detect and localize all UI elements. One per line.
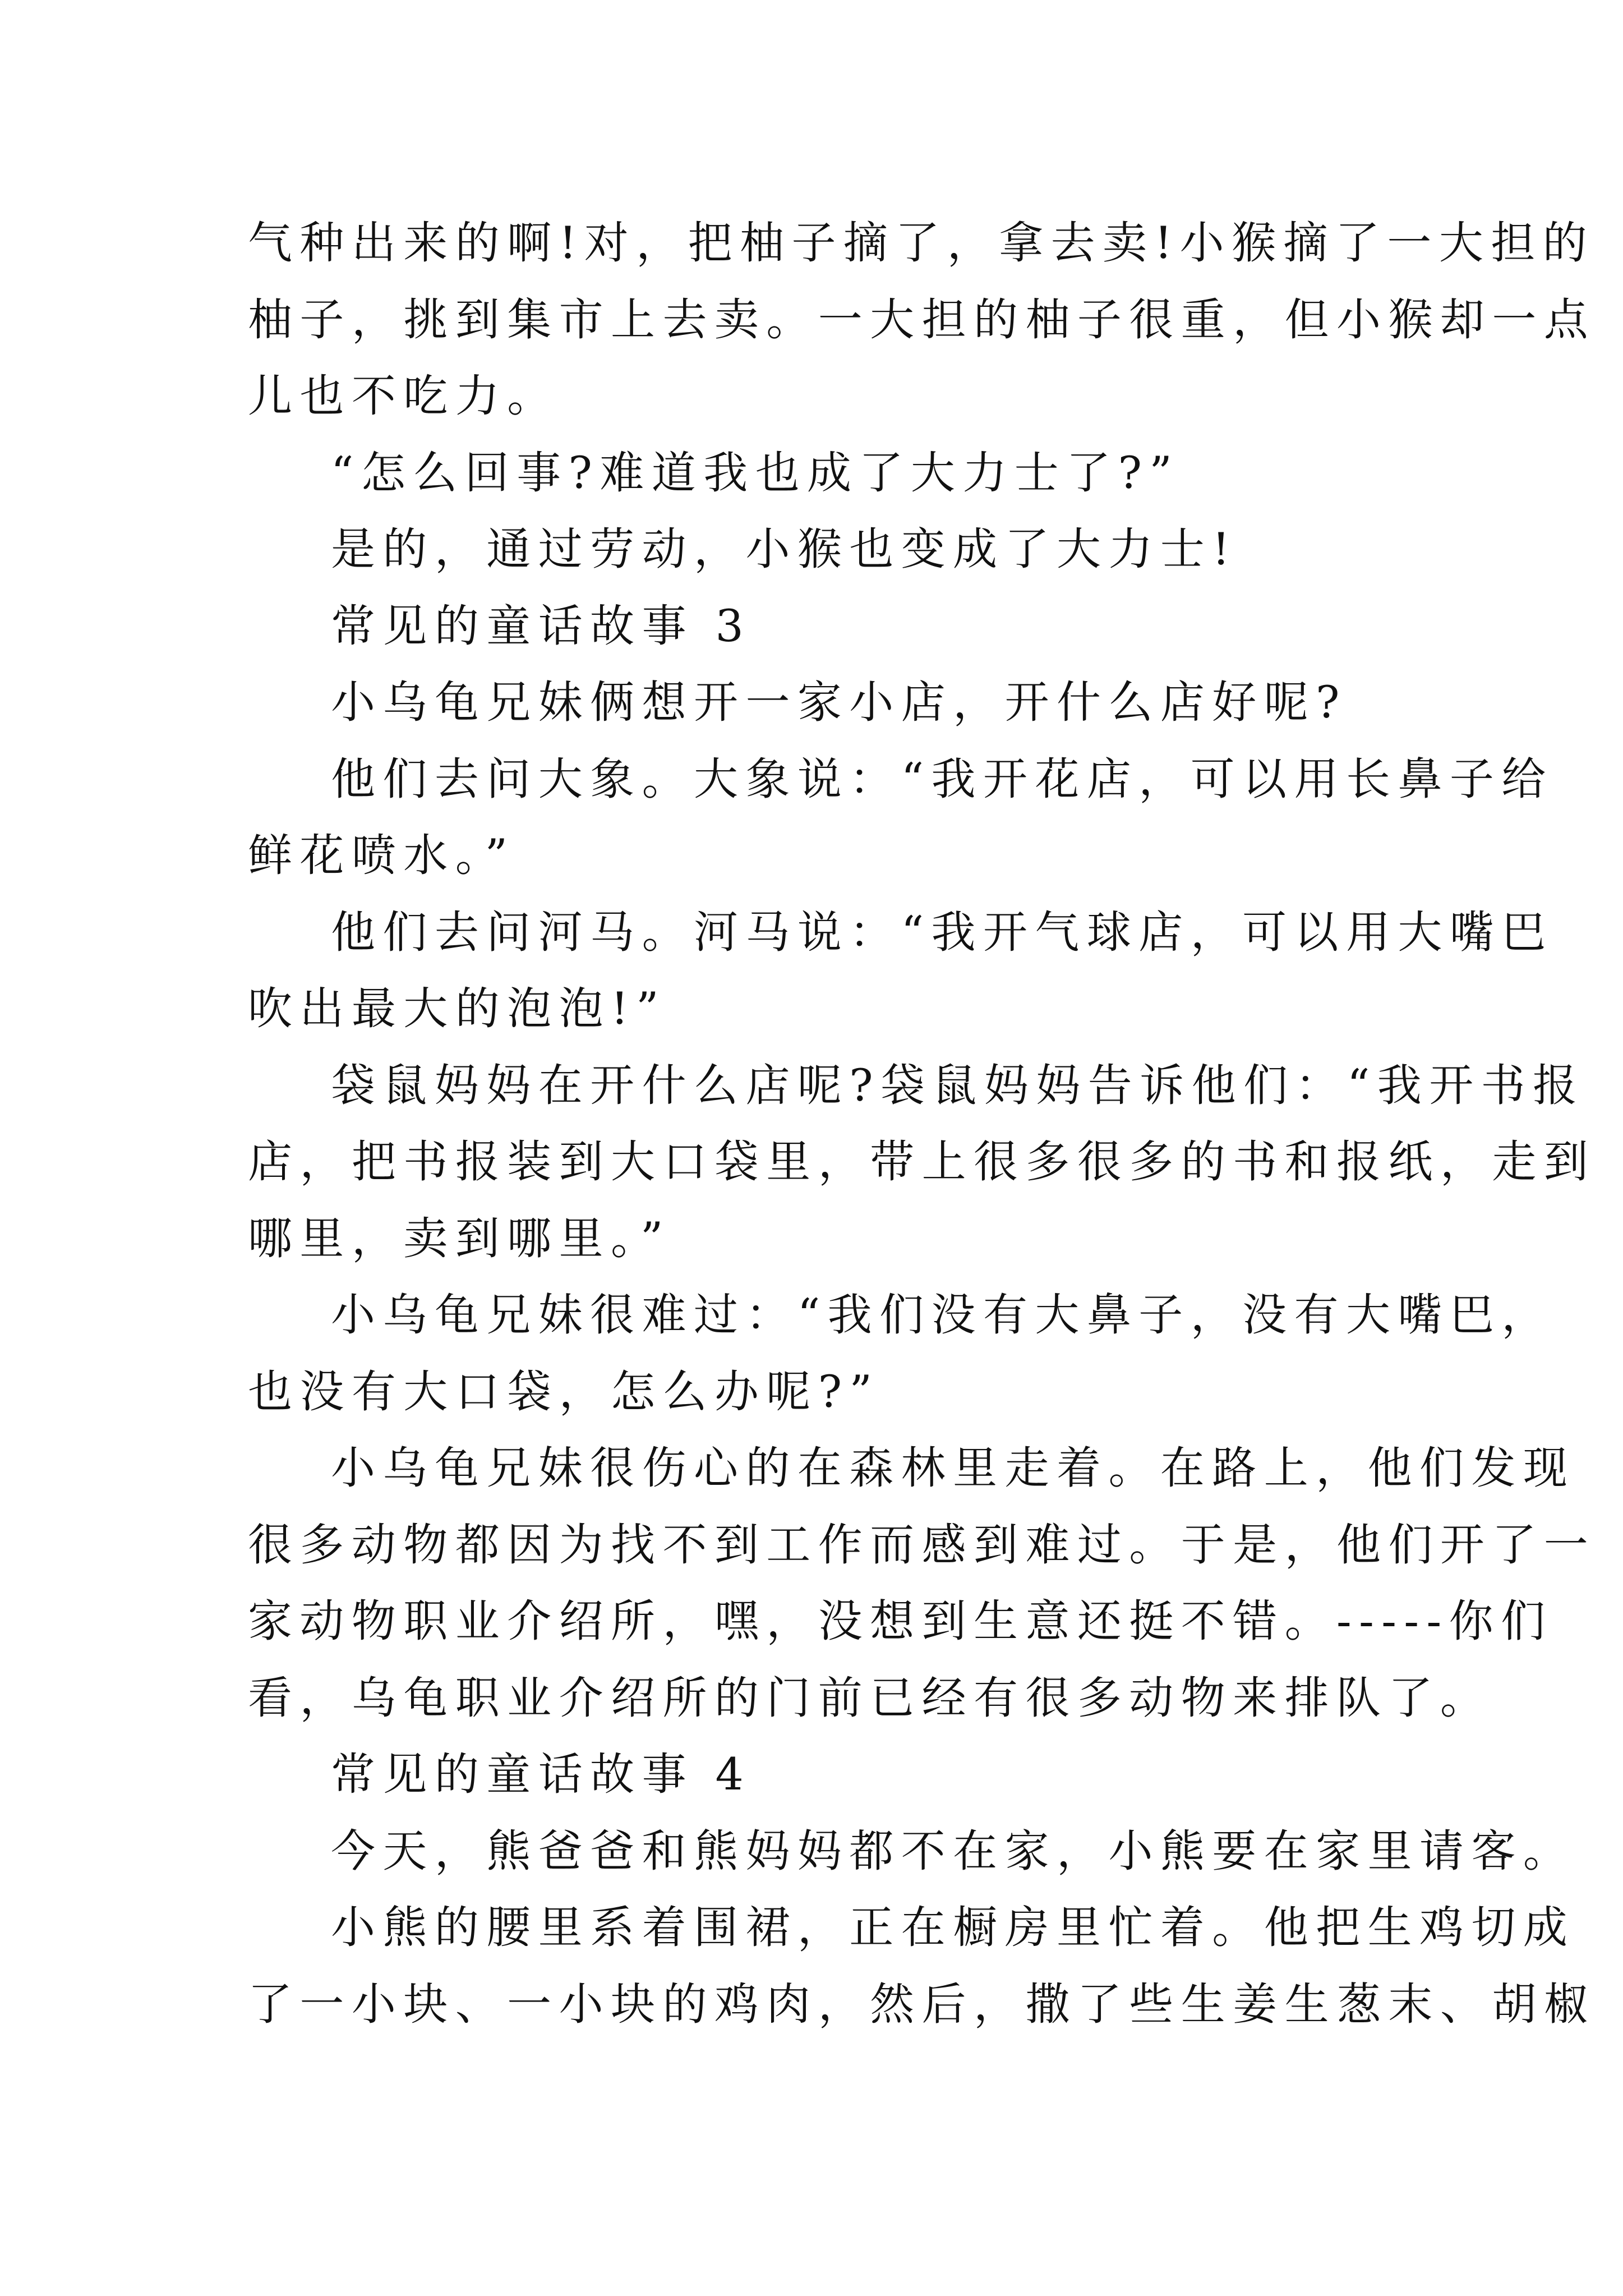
section-heading-story-4: 常见的童话故事 4	[331, 1749, 751, 1800]
text-line-19: 家动物职业介绍所，嘿，没想到生意还挺不错。-----你们	[248, 1595, 1553, 1647]
text-line-20: 看，乌龟职业介绍所的门前已经有很多动物来排队了。	[248, 1672, 1492, 1724]
text-line-2: 柚子，挑到集市上去卖。一大担的柚子很重，但小猴却一点	[248, 293, 1596, 346]
text-line-15: 小乌龟兄妹很难过：“我们没有大鼻子，没有大嘴巴，	[331, 1289, 1553, 1341]
text-line-22: 今天，熊爸爸和熊妈妈都不在家，小熊要在家里请客。	[331, 1825, 1575, 1877]
text-line-13: 店，把书报装到大口袋里，带上很多很多的书和报纸，走到	[248, 1136, 1596, 1188]
text-line-7: 小乌龟兄妹俩想开一家小店，开什么店好呢?	[331, 677, 1347, 728]
text-line-1: 气种出来的啊!对，把柚子摘了，拿去卖!小猴摘了一大担的	[248, 217, 1595, 269]
text-line-10: 他们去问河马。河马说：“我开气球店，可以用大嘴巴	[331, 906, 1553, 958]
text-line-17: 小乌龟兄妹很伤心的在森林里走着。在路上，他们发现	[331, 1442, 1575, 1494]
text-line-16: 也没有大口袋，怎么办呢?”	[248, 1365, 880, 1418]
section-heading-story-3: 常见的童话故事 3	[331, 600, 751, 652]
text-line-3: 儿也不吃力。	[248, 370, 559, 422]
text-line-23: 小熊的腰里系着围裙，正在橱房里忙着。他把生鸡切成	[331, 1902, 1575, 1953]
document-body	[248, 205, 1596, 2042]
text-line-9: 鲜花喷水。”	[248, 830, 515, 881]
text-line-24: 了一小块、一小块的鸡肉，然后，撒了些生姜生葱末、胡椒	[248, 1978, 1596, 2030]
text-line-18: 很多动物都因为找不到工作而感到难过。于是，他们开了一	[248, 1519, 1596, 1571]
text-line-14: 哪里，卖到哪里。”	[248, 1212, 671, 1264]
text-line-5: 是的，通过劳动，小猴也变成了大力士!	[331, 523, 1238, 575]
text-line-11: 吹出最大的泡泡!”	[248, 983, 667, 1034]
text-line-4: “怎么回事?难道我也成了大力士了?”	[331, 447, 1180, 499]
text-line-8: 他们去问大象。大象说：“我开花店，可以用长鼻子给	[331, 753, 1553, 805]
text-line-12: 袋鼠妈妈在开什么店呢?袋鼠妈妈告诉他们：“我开书报	[331, 1059, 1585, 1111]
